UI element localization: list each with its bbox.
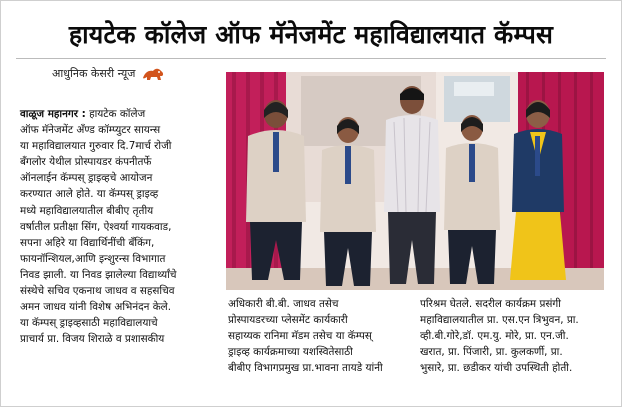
headline-rule (16, 58, 606, 59)
text-line: प्राचार्य प्रा. विजय शिराळे व प्रशासकीय (20, 333, 165, 346)
text-line: अधिकारी बी.बी. जाधव तसेच (228, 298, 339, 310)
text-line: ऑनलाईन कॅम्पस् ड्राइव्हचे आयोजन (20, 172, 153, 185)
text-line: बीबीए विभागप्रमुख प्रा.भावना तायडे यांनी (228, 362, 383, 375)
text-line: व्ही.बी.गोरे,डॉ. एम.यु. मोरे, प्रा. एन.जी. (420, 330, 569, 343)
text-line: संस्थेचे सचिव एकनाथ जाधव व सहसचिव (20, 285, 175, 298)
article-column-3 (420, 296, 610, 376)
text-line: अमन जाधव यांनी विशेष अभिनंदन केले. (20, 301, 172, 314)
text-line: खरात, प्रा. पिंजारी, प्रा. कुलकर्णी, प्रा. (420, 346, 563, 359)
article-lead-line (20, 106, 220, 122)
text-line: ड्राइव्ह कार्यक्रमाच्या यशस्वितेसाठी (228, 346, 353, 359)
article-column-2 (228, 296, 418, 376)
text-line: मध्ये महाविद्यालयातील बीबीए तृतीय (20, 204, 154, 217)
text-line: महाविद्यालयातील प्रा. एस.एन त्रिभुवन, प्रा. (420, 314, 579, 327)
text-line: या महाविद्यालयात गुरुवार दि.7मार्च रोजी (20, 140, 172, 153)
text-line: भुसारे, प्रा. छडीकर यांची उपस्थिती होती. (420, 362, 573, 375)
text-line: निवड झाली. या निवड झालेल्या विद्यार्थ्यांचे (20, 268, 177, 281)
text-line: सपना अहिरे या विद्यार्थिनींची बँकिंग, (20, 236, 155, 249)
byline (52, 66, 165, 82)
text-line: फायनॉन्शियल,आणि इन्शुरन्स विभागात (20, 252, 166, 265)
text-line: बँगलोर येथील प्रोस्पायडर कंपनीतर्फे (20, 156, 152, 169)
lion-icon (141, 66, 165, 82)
news-photo (226, 72, 604, 290)
article-column-1 (20, 106, 220, 347)
text-line: वर्षातील प्रतीक्षा सिंग, ऐश्वर्या गायकवाड, (20, 220, 172, 233)
text-line: सहाय्यक रानिमा मॅडम तसेच या कॅम्पस् (228, 330, 372, 343)
text-line: या कॅम्पस् ड्राइव्हसाठी महाविद्यालयाचे (20, 317, 158, 330)
text-line: ऑफ मॅनेजमेंट अँण्ड कॉम्प्युटर सायन्स (20, 124, 161, 137)
group-photo-illustration (226, 72, 604, 290)
text-line: प्रोस्पायडरच्या प्लेसमेंट कार्यकारी (228, 314, 348, 327)
text-line: करण्यात आले होते. या कॅम्पस् ड्राइव्ह (20, 188, 159, 201)
lead-text: हायटेक कॉलेज (85, 108, 146, 120)
headline: हायटेक कॉलेज ऑफ मॅनेजमेंट महाविद्यालयात कॅम्पस (68, 20, 554, 49)
byline-text: आधुनिक केसरी न्यूज (52, 67, 136, 80)
text-line: परिश्रम घेतले. सदरील कार्यक्रम प्रसंगी (420, 298, 561, 310)
dateline-place: वाळूज महानगर : (20, 108, 86, 120)
